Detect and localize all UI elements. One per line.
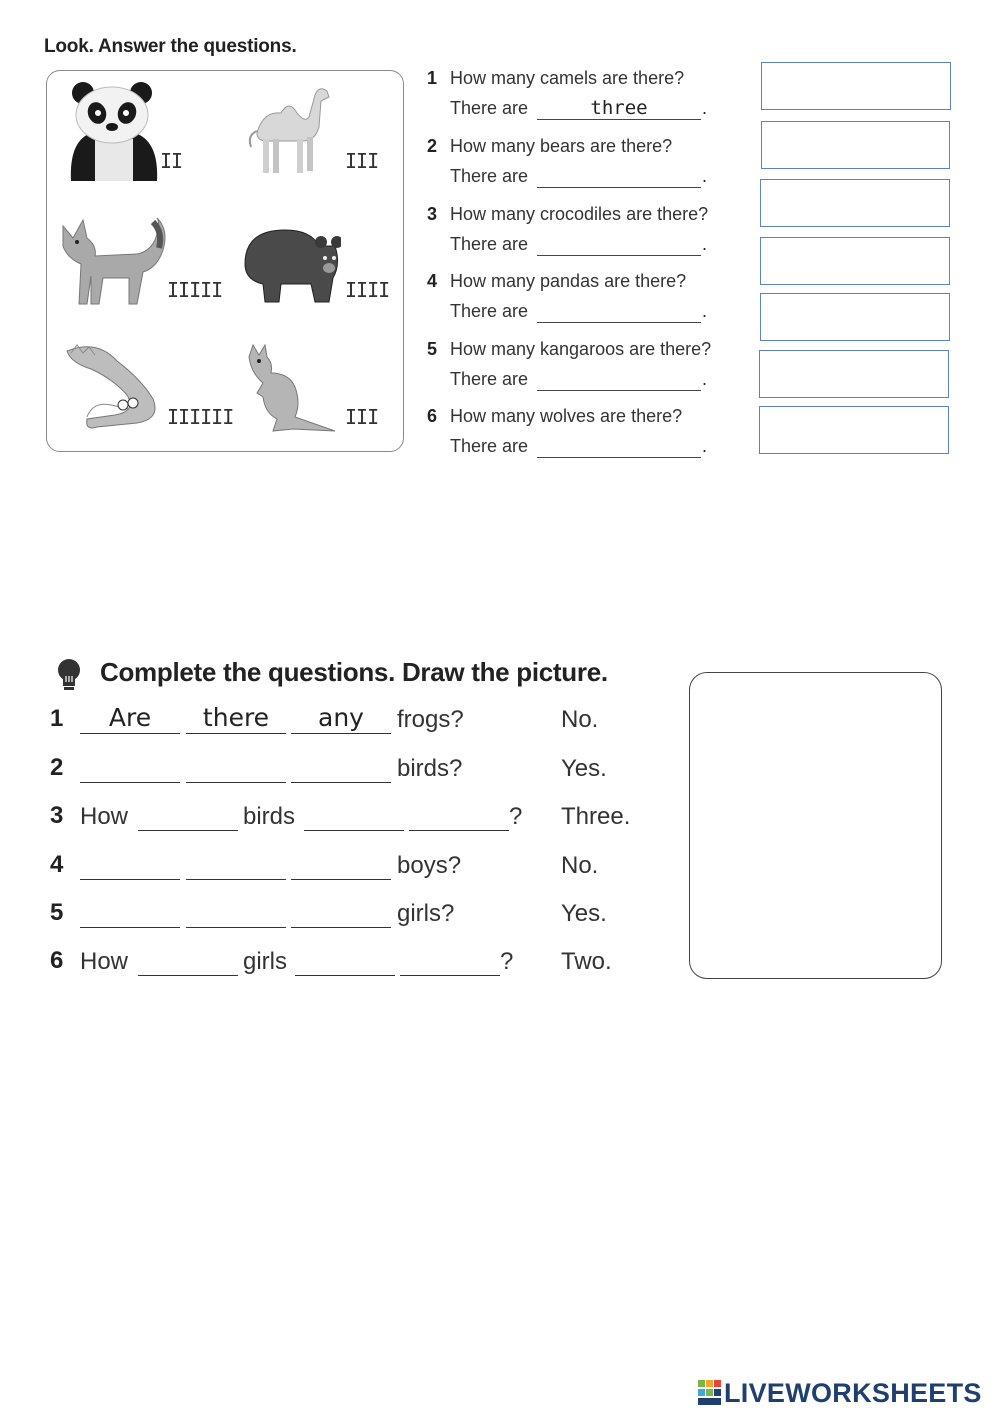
blank-1[interactable] [80, 752, 180, 783]
answer-box-1[interactable] [761, 62, 951, 110]
reply: Yes. [561, 755, 607, 782]
question-text: How many crocodiles are there? [450, 204, 709, 224]
answer-period: . [702, 234, 708, 254]
answer-period: . [702, 166, 708, 186]
blank-2[interactable] [186, 752, 286, 783]
reply: No. [561, 706, 599, 733]
reply: Yes. [561, 900, 607, 927]
word-how: How [80, 803, 129, 830]
question-text: How many wolves are there? [450, 406, 683, 426]
answer-period: . [702, 98, 708, 118]
blank-3[interactable] [409, 800, 509, 831]
question-end: girls? [397, 900, 455, 927]
question-end: ? [509, 803, 523, 830]
reply: Two. [561, 948, 612, 975]
drawing-box[interactable] [689, 672, 942, 979]
blank-1[interactable]: Are [80, 703, 180, 734]
answer-blank[interactable] [537, 300, 701, 323]
row-number: 4 [50, 851, 64, 878]
lightbulb-icon [56, 658, 82, 692]
row-number: 1 [50, 705, 64, 732]
blank-1[interactable] [138, 945, 238, 976]
section2-title: Complete the questions. Draw the picture. [100, 657, 608, 687]
blank-1[interactable] [80, 849, 180, 880]
blank-2[interactable] [186, 849, 286, 880]
bear-tally: IIII [345, 278, 390, 302]
panda-tally: II [160, 149, 183, 173]
question-text: How many camels are there? [450, 68, 685, 88]
row-number: 3 [50, 802, 64, 829]
answer-prefix: There are [450, 234, 529, 254]
bear-image [241, 224, 341, 304]
answer-prefix: There are [450, 369, 529, 389]
answer-box-6[interactable] [759, 350, 949, 398]
section1-title: Look. Answer the questions. [44, 36, 297, 57]
word-noun: girls [243, 948, 288, 975]
blank-3[interactable] [291, 849, 391, 880]
answer-prefix: There are [450, 436, 529, 456]
answer-blank[interactable]: three [537, 97, 701, 120]
answer-box-2[interactable] [761, 121, 950, 169]
answer-prefix: There are [450, 166, 529, 186]
question-number: 5 [427, 339, 438, 359]
logo-text: LIVEWORKSHEETS [724, 1378, 982, 1408]
question-end: frogs? [397, 706, 464, 733]
reply: Three. [561, 803, 631, 830]
answer-period: . [702, 369, 708, 389]
panda-image [61, 81, 165, 181]
answer-box-7[interactable] [759, 406, 949, 454]
answer-period: . [702, 436, 708, 456]
blank-2[interactable] [304, 800, 404, 831]
answer-blank[interactable] [537, 368, 701, 391]
word-how: How [80, 948, 129, 975]
answer-period: . [702, 301, 708, 321]
question-number: 1 [427, 68, 438, 88]
reply: No. [561, 852, 599, 879]
blank-3[interactable]: any [291, 703, 391, 734]
answer-blank[interactable] [537, 165, 701, 188]
question-end: birds? [397, 755, 463, 782]
wolf-tally: IIIII [167, 278, 223, 302]
question-end: boys? [397, 852, 462, 879]
crocodile-image [57, 339, 161, 437]
blank-1[interactable] [80, 897, 180, 928]
question-text: How many pandas are there? [450, 271, 687, 291]
kangaroo-tally: III [345, 405, 379, 429]
answer-blank[interactable] [537, 435, 701, 458]
blank-3[interactable] [291, 752, 391, 783]
question-number: 2 [427, 136, 438, 156]
question-text: How many bears are there? [450, 136, 673, 156]
word-noun: birds [243, 803, 296, 830]
kangaroo-image [243, 343, 341, 435]
answer-box-5[interactable] [760, 293, 950, 341]
question-number: 3 [427, 204, 438, 224]
row-number: 5 [50, 899, 64, 926]
blank-3[interactable] [400, 945, 500, 976]
question-number: 6 [427, 406, 438, 426]
question-number: 4 [427, 271, 438, 291]
blank-2[interactable]: there [186, 703, 286, 734]
blank-2[interactable] [295, 945, 395, 976]
logo-icon [698, 1380, 722, 1408]
answer-blank[interactable] [537, 233, 701, 256]
animal-picture-frame [46, 70, 404, 452]
crocodile-tally: IIIIII [167, 405, 234, 429]
blank-1[interactable] [138, 800, 238, 831]
question-text: How many kangaroos are there? [450, 339, 712, 359]
blank-3[interactable] [291, 897, 391, 928]
question-end: ? [500, 948, 514, 975]
camel-image [245, 83, 335, 175]
camel-tally: III [345, 149, 379, 173]
row-number: 2 [50, 754, 64, 781]
answer-box-4[interactable] [760, 237, 950, 285]
answer-prefix: There are [450, 98, 529, 118]
answer-box-3[interactable] [760, 179, 950, 227]
answer-prefix: There are [450, 301, 529, 321]
blank-2[interactable] [186, 897, 286, 928]
row-number: 6 [50, 947, 64, 974]
wolf-image [57, 216, 169, 308]
